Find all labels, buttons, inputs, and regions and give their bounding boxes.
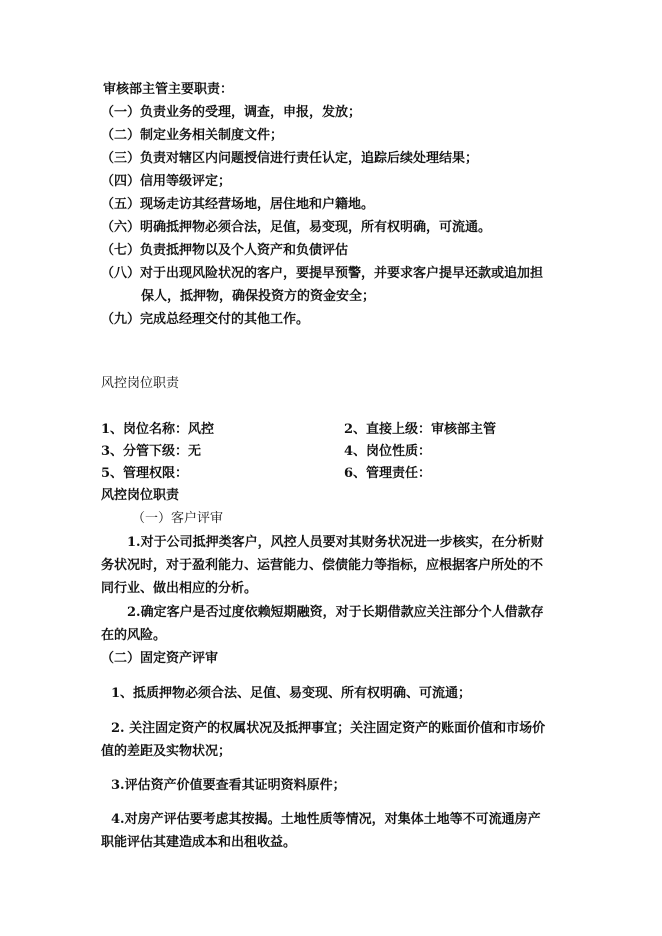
section1-item: （九）完成总经理交付的其他工作。 [101, 312, 310, 327]
info-position-name: 1、岗位名称：风控 [101, 422, 215, 437]
section1-item: （三）负责对辖区内问题授信进行责任认定，追踪后续处理结果； [101, 151, 479, 166]
sub1-paragraph-line: 2.确定客户是否过度依赖短期融资，对于长期借款应关注部分个人借款存 [127, 605, 544, 620]
sub2-paragraph-line: 值的差距及实物状况； [101, 744, 232, 759]
sub2-paragraph-line: 3.评估资产价值要查看其证明资料原件； [111, 778, 346, 793]
sub1-paragraph-line: 务状况时，对于盈利能力、运营能力、偿债能力等指标，应根据客户所处的不 [101, 558, 544, 573]
section1-title: 审核部主管主要职责： [103, 82, 234, 97]
sub2-paragraph-line: 职能评估其建造成本和出租收益。 [101, 835, 297, 850]
sub1-title: （一）客户评审 [132, 511, 224, 526]
sub2-paragraph-line: 2. 关注固定资产的权属状况及抵押事宜；关注固定资产的账面价值和市场价 [111, 721, 546, 736]
info-responsibility: 6、管理责任： [344, 466, 432, 481]
duties-title: 风控岗位职责 [101, 488, 180, 503]
section1-item: （五）现场走访其经营场地，居住地和户籍地。 [101, 197, 375, 212]
info-supervisor: 2、直接上级：审核部主管 [344, 422, 497, 437]
section1-item: （七）负责抵押物以及个人资产和负债评估 [101, 243, 349, 258]
sub1-paragraph-line: 1.对于公司抵押类客户，风控人员要对其财务状况进一步核实，在分析财 [127, 535, 544, 550]
sub1-paragraph-line: 在的风险。 [101, 628, 167, 643]
info-subordinates: 3、分管下级：无 [101, 444, 202, 459]
section1-item: （四）信用等级评定； [101, 174, 232, 189]
sub2-paragraph-line: 4.对房产评估要考虑其按揭。土地性质等情况，对集体土地等不可流通房产 [111, 812, 541, 827]
section2-title: 风控岗位职责 [101, 376, 180, 391]
section1-item: （八）对于出现风险状况的客户，要提早预警，并要求客户提早还款或追加担 [101, 266, 544, 281]
section1-item: （一）负责业务的受理，调查，申报，发放； [101, 105, 362, 120]
section1-item: （二）制定业务相关制度文件； [101, 128, 284, 143]
sub1-paragraph-line: 同行业、做出相应的分析。 [101, 581, 258, 596]
sub2-paragraph-line: 1、抵质押物必须合法、足值、易变现、所有权明确、可流通； [111, 686, 472, 701]
sub2-title: （二）固定资产评审 [101, 651, 219, 666]
section1-item-continuation: 保人，抵押物，确保投资方的资金安全； [141, 289, 376, 304]
info-nature: 4、岗位性质： [344, 444, 432, 459]
info-authority: 5、管理权限： [101, 466, 189, 481]
section1-item: （六）明确抵押物必须合法，足值，易变现，所有权明确，可流通。 [101, 220, 492, 235]
